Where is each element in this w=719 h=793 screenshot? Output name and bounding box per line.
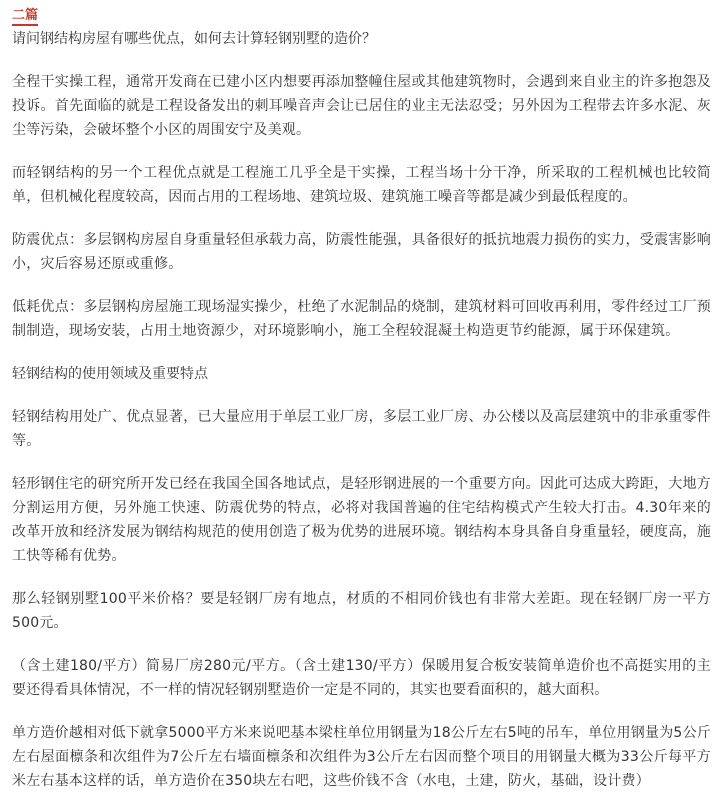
- paragraph-dry-construction: 全程干实操工程，通常开发商在已建小区内想要再添加整幢住屋或其他建筑物时，会遇到来自业主的许多抱怨及投诉。首先面临的就是工程设备发出的刺耳噪音声会让已居住的业主无法忍受；另外因为工程带去许多水泥、灰尘等污染，会破坏整个小区的周围安宁及美观。: [12, 74, 711, 138]
- paragraph-applications: 轻钢结构用处广、优点显著，已大量应用于单层工业厂房，多层工业厂房、办公楼以及高层建筑中的非承重零件等。: [12, 409, 711, 449]
- section-subtitle: 轻钢结构的使用领域及重要特点: [12, 366, 208, 382]
- paragraph-low-energy: 低耗优点：多层钢构房屋施工现场湿实操少，杜绝了水泥制品的烧制，建筑材料可回收再利用，零件经过工厂预制制造，现场安装，占用土地资源少，对环境影响小，施工全程较混凝土构造更节约能源，属于环保建筑。: [12, 299, 711, 339]
- section-heading: 二篇: [12, 8, 38, 26]
- paragraph-cost-detail: （含土建180/平方）简易厂房280元/平方。（含土建130/平方）保暖用复合板安装简单造价也不高挺实用的主要还得看具体情况，不一样的情况轻钢别墅造价一定是不同的，其实也要看面积的，越大面积。: [12, 658, 711, 698]
- paragraph-price: 那么轻钢别墅100平米价格？要是轻钢厂房有地点，材质的不相同价钱也有非常大差距。现在轻钢厂房一平方500元。: [12, 591, 711, 631]
- paragraph-unit-cost: 单方造价越相对低下就拿5000平方米来说吧基本梁柱单位用钢量为18公斤左右5吨的吊车，单位用钢量为5公斤左右屋面檩条和次组件为7公斤左右墙面檩条和次组件为3公斤左右因而整个项目的用钢量大概为33公斤每平方米左右基本这样的话，单方造价在350块左右吧，这些价钱不含（水电，土建，防火，基础，设计费）: [12, 725, 711, 789]
- question-title: 请问钢结构房屋有哪些优点，如何去计算轻钢别墅的造价？: [12, 31, 376, 47]
- paragraph-seismic: 防震优点：多层钢构房屋自身重量轻但承载力高，防震性能强，具备很好的抵抗地震力损伤的实力，受震害影响小，灾后容易还原或重修。: [12, 232, 711, 272]
- paragraph-residential: 轻形钢住宅的研究所开发已经在我国全国各地试点，是轻形钢进展的一个重要方向。因此可达成大跨距，大地方分割运用方便，另外施工快速、防震优势的特点，必将对我国普遍的住宅结构模式产生较大打击。4.30年来的改革开放和经济发展为钢结构规范的使用创造了极为优势的进展环境。钢结构本身具备自身重量轻，硬度高，施工快等稀有优势。: [12, 476, 711, 564]
- paragraph-clean-site: 而轻钢结构的另一个工程优点就是工程施工几乎全是干实操，工程当场十分干净，所采取的工程机械也比较简单，但机械化程度较高，因而占用的工程场地、建筑垃圾、建筑施工噪音等都是减少到最低程度的。: [12, 165, 711, 205]
